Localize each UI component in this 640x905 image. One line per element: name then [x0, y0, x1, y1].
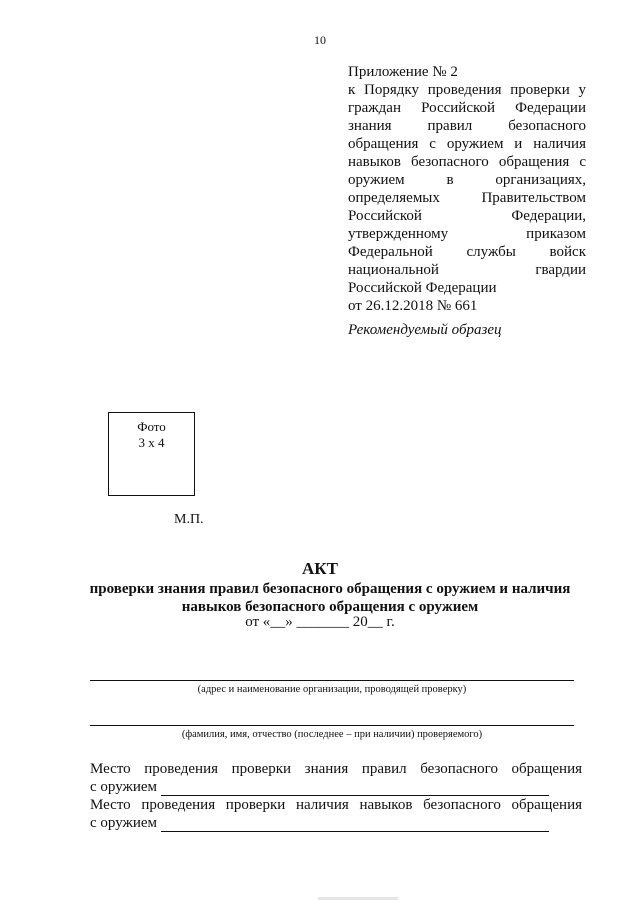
knowledge-place-label: Место проведения проверки знания правил безопасного обращения [90, 761, 582, 777]
scan-artifact [318, 897, 398, 900]
act-date-line: от «__» _______ 20__ г. [245, 614, 395, 630]
appendix-line: утвержденному приказом [348, 226, 586, 242]
appendix-line: Российской Федерации, [348, 208, 586, 224]
appendix-line: оружием в организациях, [348, 172, 586, 188]
appendix-line: национальной гвардии [348, 262, 586, 278]
photo-size-label: 3 х 4 [138, 435, 165, 450]
sample-label: Рекомендуемый образец [348, 322, 502, 338]
appendix-line: Российской Федерации [348, 280, 497, 296]
appendix-block [348, 63, 586, 315]
knowledge-place-label-end: с оружием [90, 779, 158, 795]
photo-placeholder-box [108, 412, 195, 496]
appendix-line: к Порядку проведения проверки у [348, 82, 586, 98]
skills-place-fill-line [161, 817, 549, 832]
appendix-line: определяемых Правительством [348, 190, 586, 206]
act-subtitle-line: навыков безопасного обращения с оружием [181, 599, 479, 615]
photo-label: Фото [137, 419, 166, 434]
knowledge-place-block [90, 760, 582, 796]
skills-place-block [90, 796, 582, 832]
act-subtitle [70, 580, 590, 616]
appendix-heading: Приложение № 2 [348, 64, 458, 80]
person-caption: (фамилия, имя, отчество (последнее – при наличии) проверяемого) [181, 729, 483, 740]
appendix-line: Федеральной службы войск [348, 244, 586, 260]
act-title: АКТ [302, 559, 338, 578]
appendix-line: знания правил безопасного [348, 118, 586, 134]
appendix-line: навыков безопасного обращения с [348, 154, 586, 170]
person-fill-line [90, 725, 574, 726]
page-number: 10 [314, 33, 326, 47]
appendix-line: от 26.12.2018 № 661 [348, 298, 478, 314]
organization-fill-line [90, 680, 574, 681]
organization-caption: (адрес и наименование организации, проводящей проверку) [197, 684, 467, 695]
act-subtitle-line: проверки знания правил безопасного обращения с оружием и наличия [89, 581, 571, 597]
knowledge-place-fill-line [161, 781, 549, 796]
skills-place-label-end: с оружием [90, 815, 158, 831]
skills-place-label: Место проведения проверки наличия навыков безопасного обращения [90, 797, 582, 813]
stamp-label: М.П. [174, 512, 204, 527]
appendix-line: обращения с оружием и наличия [348, 136, 586, 152]
appendix-line: граждан Российской Федерации [348, 100, 586, 116]
